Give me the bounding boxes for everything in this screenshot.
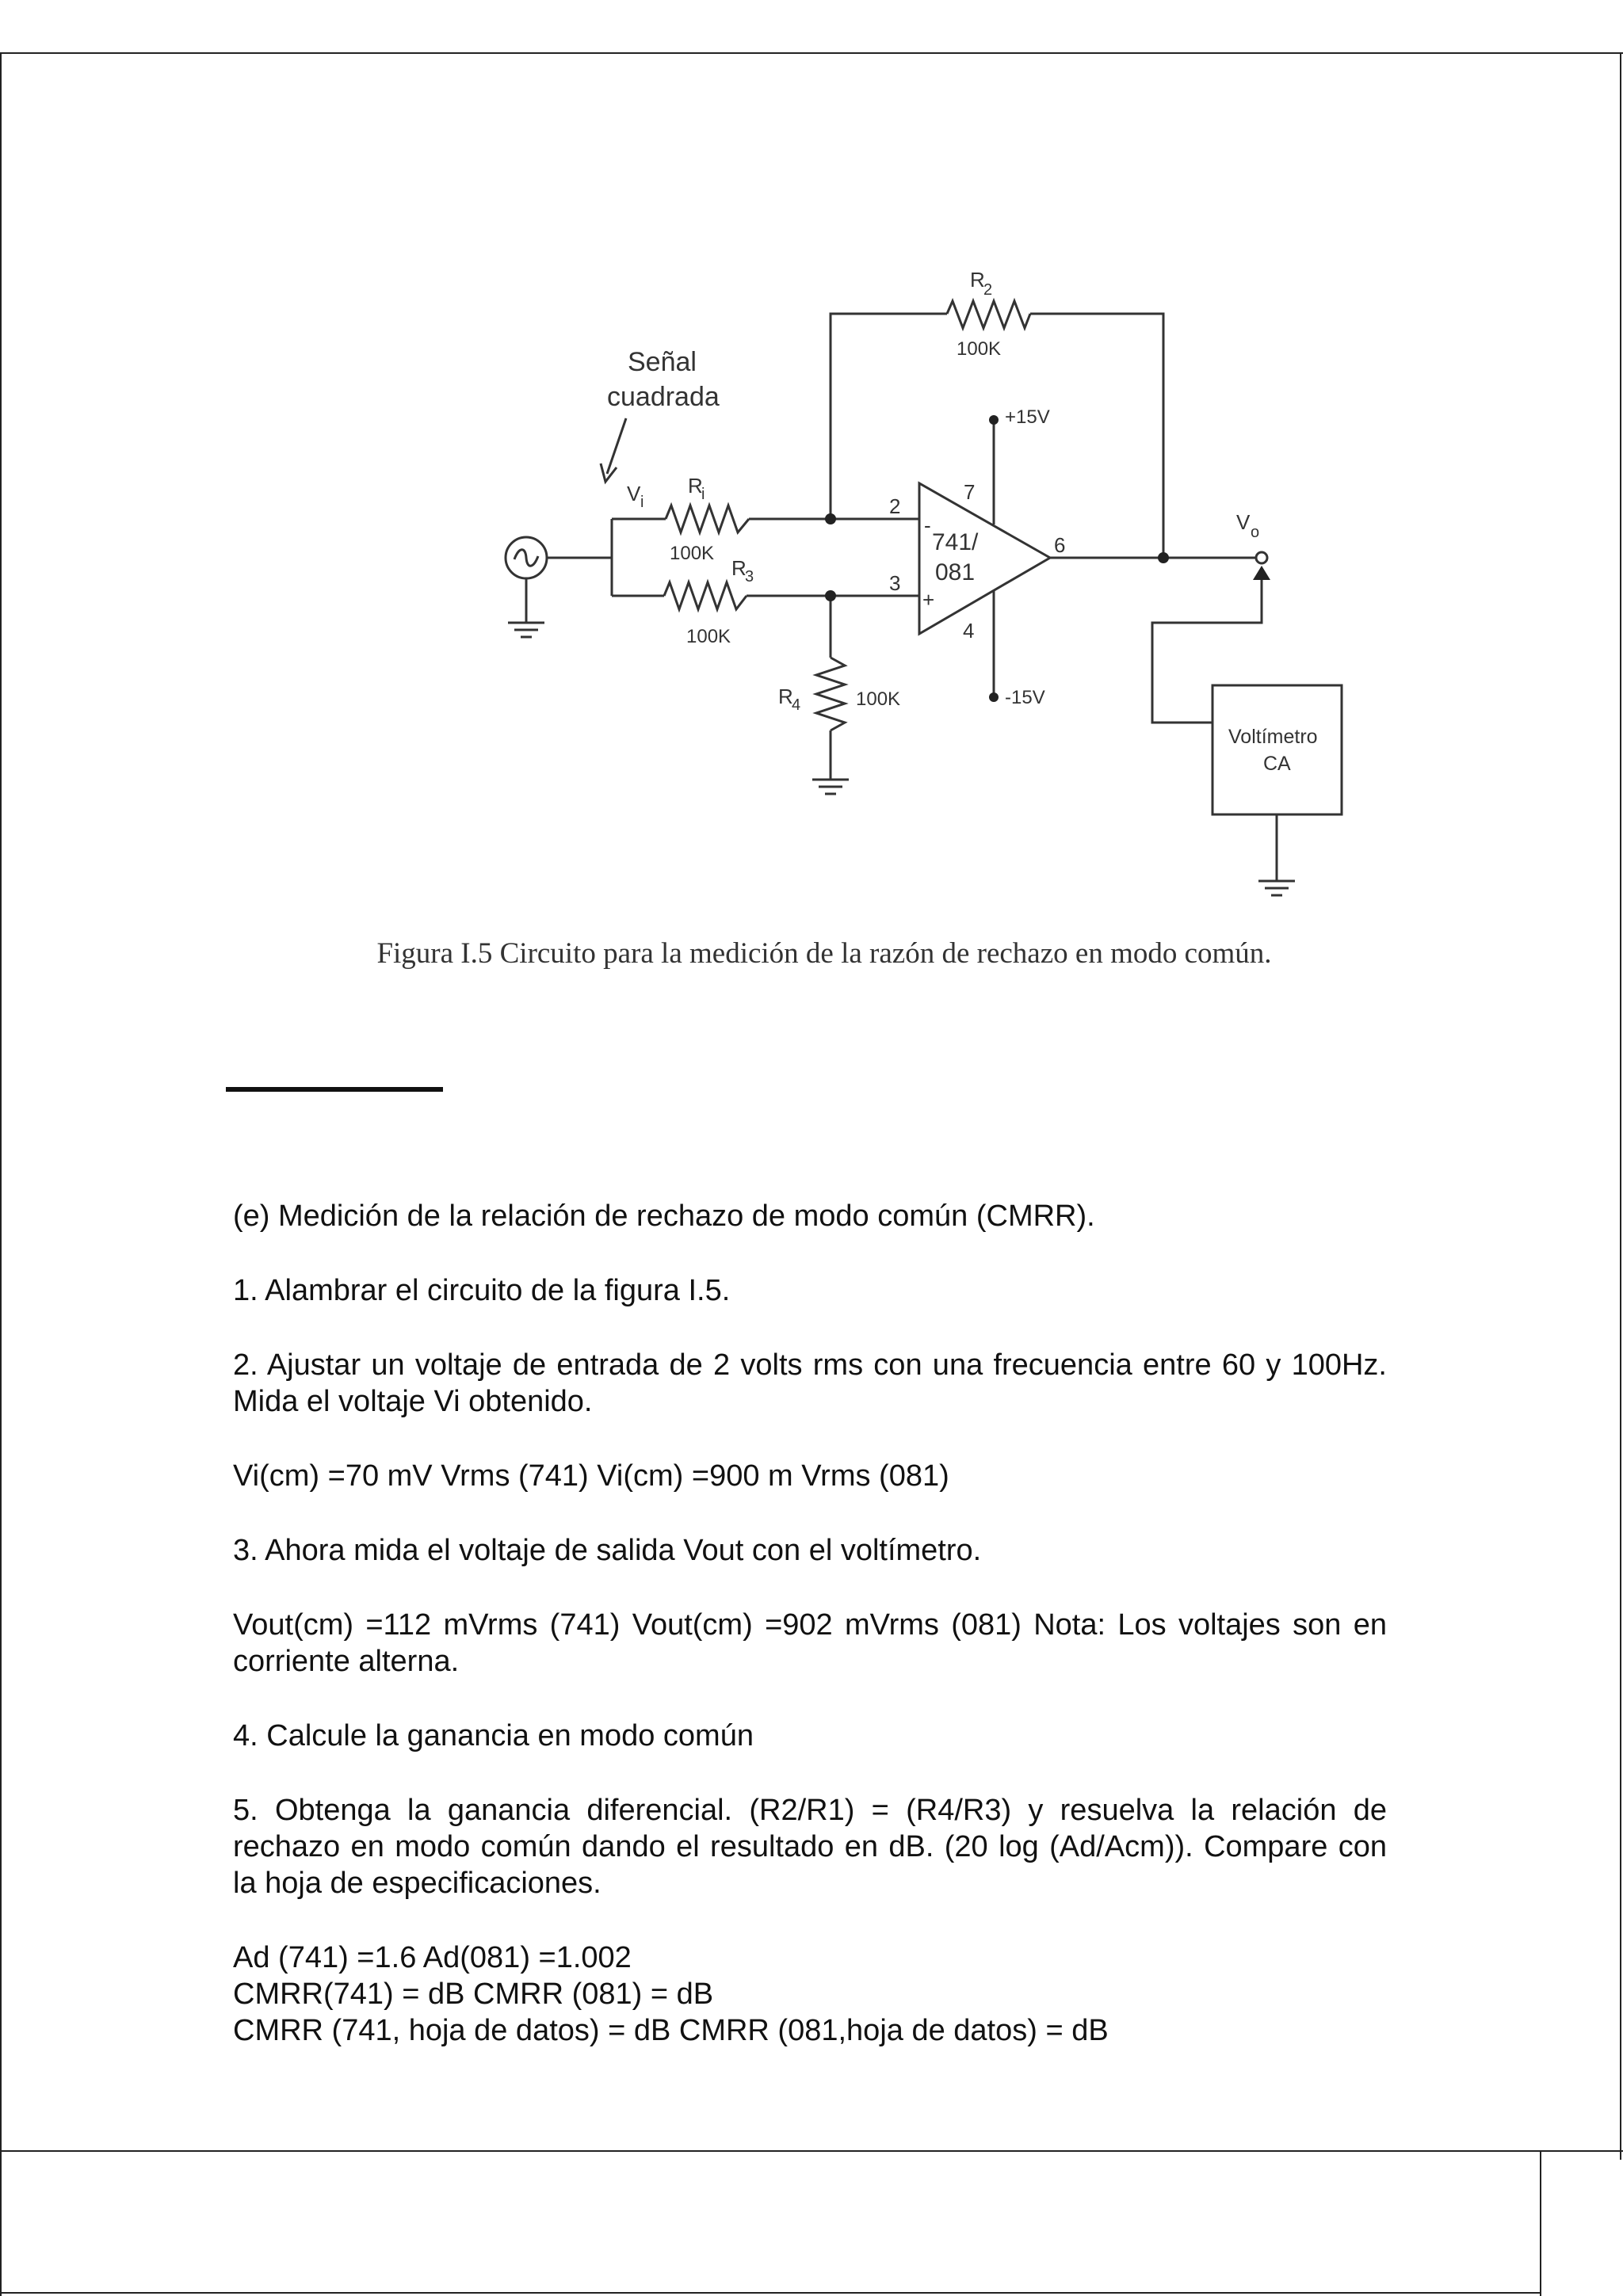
r2-resistor [947,301,1030,328]
signal-label-line2: cuadrada [607,382,720,412]
junction-noninverting [825,590,836,601]
terminal-vminus [989,692,999,702]
opamp-triangle [919,483,1050,634]
footer-cell-divider [1540,2150,1541,2296]
r3-label: R [731,556,747,580]
opamp-label-line2: 081 [935,559,976,585]
inverting-sign: - [924,513,931,537]
footer-border-top [0,2150,1623,2152]
feedback-wire-right [1030,314,1163,558]
junction-inverting [825,513,836,524]
step-2: 2. Ajustar un voltaje de entrada de 2 volts rms con una frecuencia entre 60 y 100Hz. Mida el voltaje Vi obtenido. [233,1348,1387,1418]
r3-subscript: 3 [745,568,754,585]
vminus-label: -15V [1005,687,1045,708]
separator-rule [226,1087,443,1092]
r4-value: 100K [856,688,901,710]
page-border-top [0,52,1623,54]
opamp-label-line1: 741/ [932,529,979,555]
cmrr-result: CMRR(741) = dB CMRR (081) = dB [233,1978,714,2011]
r2-value: 100K [957,338,1002,360]
ri-value: 100K [670,543,715,564]
section-heading: (e) Medición de la relación de rechazo de modo común (CMRR). [233,1199,1095,1233]
step-5: 5. Obtenga la ganancia diferencial. (R2/R1) = (R4/R3) y resuelva la relación de rechazo en modo común dando el resultado en dB. (20 log (Ad/Acm)). Compare con la hoja de especificaciones. [233,1794,1387,1900]
voltmeter-label-line1: Voltímetro [1228,726,1318,748]
vo-label: V [1236,510,1251,534]
ri-label: R [688,474,703,498]
step-3: 3. Ahora mida el voltaje de salida Vout con el voltímetro. [233,1534,982,1567]
pin-7-label: 7 [964,480,976,504]
terminal-vo [1256,552,1267,563]
circuit-diagram [475,254,1371,919]
cmrr-datasheet-result: CMRR (741, hoja de datos) = dB CMRR (081,hoja de datos) = dB [233,2014,1109,2047]
instructions-section [233,1198,1387,2049]
figure-caption: Figura I.5 Circuito para la medición de la razón de rechazo en modo común. [376,937,1272,970]
junction-output [1158,552,1169,563]
signal-label-line1: Señal [628,347,697,377]
voltmeter-probe-wire [1152,570,1262,723]
r4-label: R [778,685,793,708]
vi-result: Vi(cm) =70 mV Vrms (741) Vi(cm) =900 m Vrms (081) [233,1459,949,1493]
ad-result: Ad (741) =1.6 Ad(081) =1.002 [233,1941,632,1974]
voltmeter-label-line2: CA [1263,753,1291,775]
pin-6-label: 6 [1054,533,1066,557]
ground-symbol-r4 [812,780,849,794]
r2-subscript: 2 [983,281,993,299]
r4-subscript: 4 [792,696,801,714]
voltmeter-box [1212,685,1342,814]
ac-source-symbol [514,550,538,566]
vi-subscript: i [640,494,644,511]
terminal-vplus [989,415,999,425]
step-1: 1. Alambrar el circuito de la figura I.5. [233,1274,731,1307]
pin-4-label: 4 [963,619,975,643]
pin-2-label: 2 [889,494,901,518]
noninverting-sign: + [922,588,935,612]
vplus-label: +15V [1005,406,1050,428]
r3-resistor [664,582,747,609]
vout-result: Vout(cm) =112 mVrms (741) Vout(cm) =902 mVrms (081) Nota: Los voltajes son en corriente alterna. [233,1608,1387,1678]
r3-value: 100K [686,626,731,647]
ri-subscript: i [701,486,705,503]
ground-symbol-source [508,623,544,637]
ri-resistor [666,505,749,532]
probe-arrow [1253,566,1270,580]
signal-arrow-shaft [607,418,626,474]
ground-symbol-voltmeter [1258,881,1295,895]
footer-border-bottom [0,2292,1541,2294]
page-border-left [0,52,2,2296]
pin-3-label: 3 [889,571,901,595]
r2-label: R [970,268,985,292]
vo-subscript: o [1251,524,1260,541]
step-4: 4. Calcule la ganancia en modo común [233,1719,754,1753]
vi-label: V [627,482,641,505]
page-border-right [1620,52,1621,2160]
r4-resistor [816,658,845,730]
